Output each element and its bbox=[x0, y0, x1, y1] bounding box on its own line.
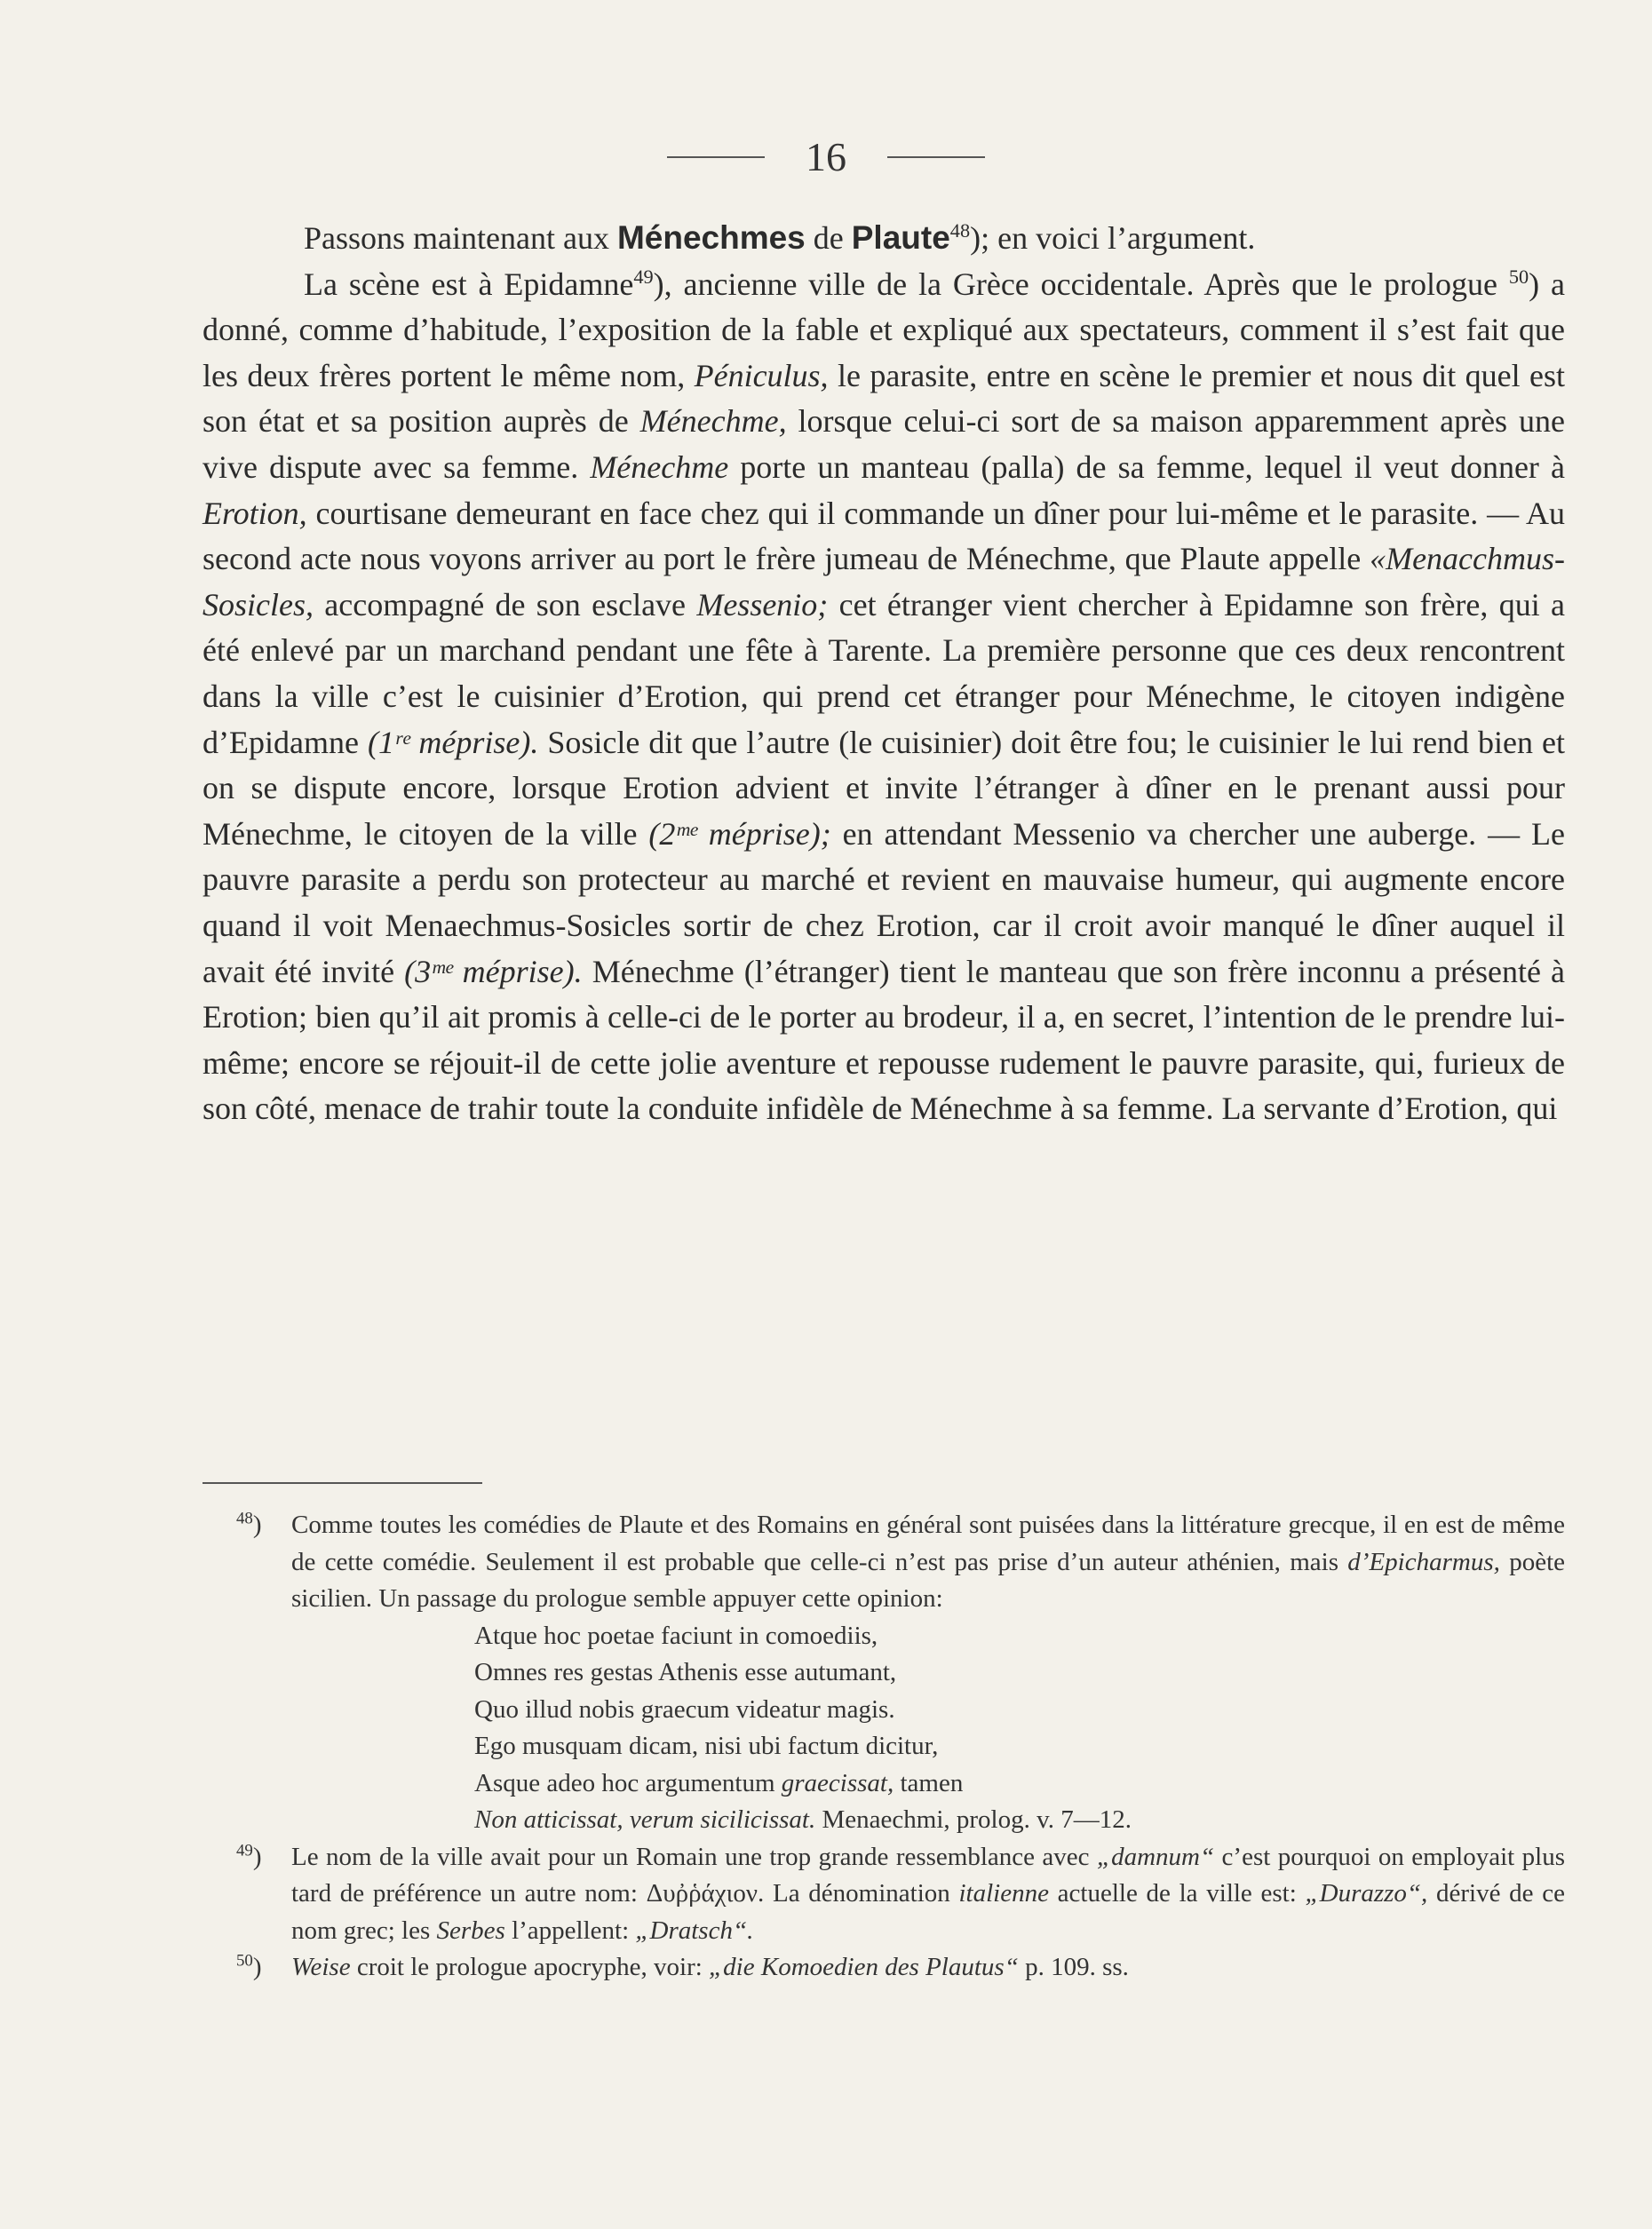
header-rule-right bbox=[887, 156, 985, 158]
verse-line: Asque adeo hoc argumentum graecissat, tamen bbox=[474, 1768, 964, 1797]
footnote-50: $^{50}$) Weise croit le prologue apocryphe, voir: „die Komoedien des Plautus“ p. 109. ss. bbox=[203, 1949, 1565, 1987]
body-text bbox=[203, 215, 1565, 1132]
verse-line: Omnes res gestas Athenis esse autumant, bbox=[474, 1658, 897, 1686]
verse-line: Atque hoc poetae faciunt in comoediis, bbox=[474, 1621, 878, 1650]
footnote-ref-49: 49 bbox=[633, 265, 654, 288]
author-name: Plaute bbox=[851, 219, 950, 256]
header-rule-left bbox=[667, 156, 765, 158]
verse-line: Quo illud nobis graecum videatur magis. bbox=[474, 1694, 895, 1724]
page-header bbox=[0, 133, 1652, 180]
footnotes bbox=[203, 1507, 1565, 1987]
paragraph-intro: Passons maintenant aux Ménechmes de Plaute$^{48}$); en voici l’argument. bbox=[304, 219, 1256, 256]
verse-line: Ego musquam dicam, nisi ubi factum dicitur, bbox=[474, 1732, 939, 1760]
footnote-separator bbox=[203, 1482, 482, 1484]
paragraph-argument: La scène est à Epidamne$^{49}$), ancienne ville de la Grèce occidentale. Après que le prologue $^{50}$) a donné, comme d’habitude, l’exposition de la fable et expliqué aux spectateurs, comment il s’est fait que les deux frères portent le même nom, Péniculus, le parasite, entre en scène le premier et nous dit quel est son état et sa position auprès de Ménechme, lorsque celui-ci sort de sa maison apparemment après une vive dispute avec sa femme. Ménechme porte un manteau (palla) de sa femme, lequel il veut donner à Erotion, courtisane demeurant en face chez qui il commande un dîner pour lui-même et le parasite. — Au second acte nous voyons arriver au port le frère jumeau de Ménechme, que Plaute appelle «Menacchmus-Sosicles, accompagné de son esclave Messenio; cet étranger vient chercher à Epidamne son frère, qui a été enlevé par un marchand pendant une fête à Tarente. La première personne que ces deux rencontrent dans la ville c’est le cuisinier d’Erotion, qui prend cet étranger pour Ménechme, le citoyen indigène d’Epidamne (1ʳᵉ méprise). Sosicle dit que l’autre (le cuisinier) doit être fou; le cuisinier le lui rend bien et on se dispute encore, lorsque Erotion advient et invite l’étranger à dîner en le prenant aussi pour Ménechme, le citoyen de la ville (2ᵐᵉ méprise); en attendant Messenio va chercher une auberge. — Le pauvre parasite a perdu son protecteur au marché et revient en mauvaise humeur, qui augmente encore quand il voit Menaechmus-Sosicles sortir de chez Erotion, car il croit avoir manqué le dîner auquel il avait été invité (3ᵐᵉ méprise). Ménechme (l’étranger) tient le manteau que son frère inconnu a présenté à Erotion; bien qu’il ait promis à celle-ci de le porter au brodeur, il a, en secret, l’intention de le prendre lui-même; encore se réjouit-il de cette jolie aventure et repousse rudement le pauvre parasite, qui, furieux de son côté, menace de trahir toute la conduite infidèle de Ménechme à sa femme. La servante d’Erotion, qui bbox=[203, 265, 1566, 1127]
page-number: 16 bbox=[806, 134, 846, 179]
footnote-49: $^{49}$) Le nom de la ville avait pour un Romain une trop grande ressemblance avec „damnum“ c’est pourquoi on employait plus tard de préférence un autre nom: Δυῤῥάχιον. La dénomination italienne actuelle de la ville est: „Durazzo“, dérivé de ce nom grec; les Serbes l’appellent: „Dratsch“. bbox=[203, 1839, 1565, 1950]
footnote-ref-48: 48 bbox=[949, 219, 971, 242]
footnote-mark: $^{50}$) bbox=[236, 1951, 262, 1981]
footnote-48: $^{48}$) Comme toutes les comédies de Plaute et des Romains en général sont puisées dans la littérature grecque, il en est de même de cette comédie. Seulement il est probable que celle-ci n’est pas prise d’un auteur athénien, mais d’Epicharmus, poète sicilien. Un passage du prologue semble appuyer cette opinion: Atque hoc poetae faciunt in comoediis, Omnes res gestas Athenis esse autumant, Quo illud nobis graecum videatur magis. Ego musquam dicam, nisi ubi factum dicitur, Asque adeo hoc argumentum graecissat, tamen Non atticissat, verum sicilicissat. Menaechmi, prolog. v. 7—12. bbox=[203, 1507, 1565, 1839]
footnote-mark: $^{48}$) bbox=[236, 1509, 262, 1539]
verse-quote bbox=[474, 1618, 1565, 1839]
footnote-ref-50: 50 bbox=[1508, 265, 1529, 288]
verse-line: Non atticissat, verum sicilicissat. Menaechmi, prolog. v. 7—12. bbox=[474, 1805, 1132, 1834]
footnote-mark: $^{49}$) bbox=[236, 1840, 262, 1871]
play-title: Ménechmes bbox=[616, 219, 806, 256]
